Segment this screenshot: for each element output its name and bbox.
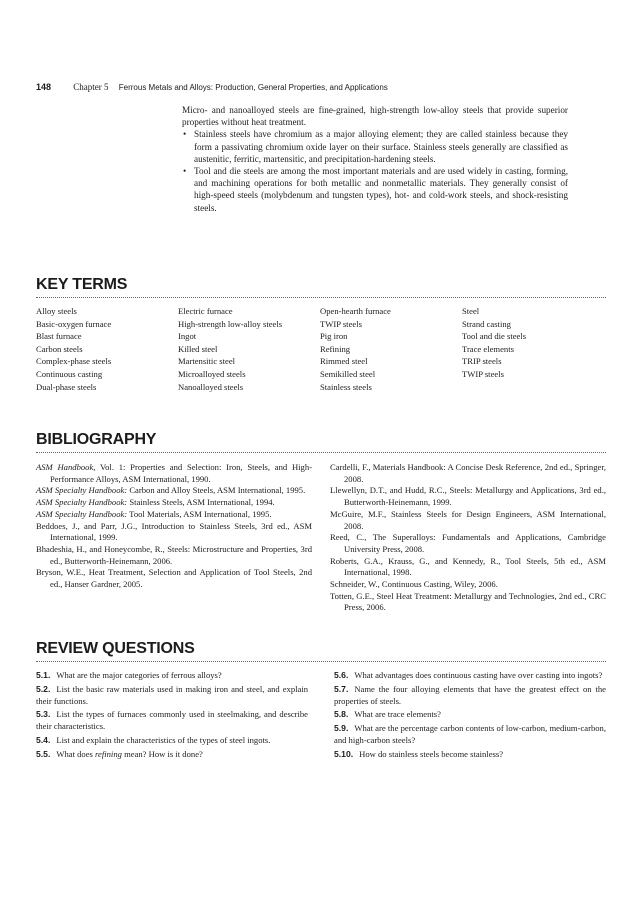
key-term: Strand casting (462, 318, 511, 329)
key-terms-column (178, 305, 320, 393)
review-questions-heading: REVIEW QUESTIONS (36, 640, 195, 657)
question-number: 5.9. (334, 723, 349, 734)
key-terms-grid (36, 305, 606, 393)
chapter-label: Chapter 5 (73, 82, 109, 92)
entry-text: Roberts, G.A., Krauss, G., and Kennedy, R., Tool Steels, 5th ed., ASM International, 1998. (330, 555, 606, 578)
entry-text: Beddoes, J., and Parr, J.G., Introduction to Stainless Steels, 3rd ed., ASM International, 1999. (36, 520, 312, 543)
bibliography-entry (36, 567, 312, 590)
key-term: Microalloyed steels (178, 368, 246, 379)
bibliography-entry (36, 544, 312, 567)
page-number: 148 (36, 82, 52, 92)
summary-paragraph: Micro- and nanoalloyed steels are fine-grained, high-strength low-alloy steels that provide superior properties without heat treatment. (182, 105, 568, 128)
question-text: What does (56, 748, 96, 759)
entry-italic: ASM Specialty Handbook: (36, 497, 128, 508)
review-question (36, 670, 308, 682)
key-term: Martensitic steel (178, 356, 236, 367)
question-text-end: mean? How is it done? (121, 748, 203, 759)
key-terms-rule (36, 297, 606, 298)
review-questions (36, 670, 606, 763)
question-text: Name the four alloying elements that have the greatest effect on the properties of steels. (334, 683, 606, 706)
key-term: Killed steel (178, 343, 218, 354)
question-text: List and explain the characteristics of the types of steel ingots. (56, 734, 271, 745)
entry-text: Vol. 1: Properties and Selection: Iron, Steels, and High-Performance Alloys, ASM International, 1990. (50, 462, 312, 484)
key-terms-column (462, 305, 604, 393)
entry-text: Tool Materials, ASM International, 1995. (127, 508, 272, 519)
entry-italic: ASM Specialty Handbook: (36, 508, 128, 519)
key-term: Carbon steels (36, 343, 83, 354)
review-question (334, 749, 606, 761)
key-term: Rimmed steel (320, 356, 368, 367)
key-terms-heading: KEY TERMS (36, 276, 128, 293)
entry-text: Cardelli, F., Materials Handbook: A Concise Desk Reference, 2nd ed., Springer, 2008. (330, 462, 606, 484)
bibliography-entry (330, 485, 606, 508)
bibliography-rule (36, 452, 606, 453)
key-term: Dual-phase steels (36, 381, 97, 392)
entry-text: Schneider, W., Continuous Casting, Wiley, 2006. (330, 579, 498, 590)
entry-text: Llewellyn, D.T., and Hudd, R.C., Steels: Metallurgy and Applications, 3rd ed., Butterworth-Heinemann, 1999. (330, 485, 606, 508)
key-term: Electric furnace (178, 306, 233, 316)
bibliography-entry (330, 591, 606, 614)
question-text: What are the percentage carbon contents of low-carbon, medium-carbon, and high-carbon steels? (334, 723, 606, 745)
entry-italic: ASM Specialty Handbook: (36, 485, 128, 496)
key-term: Nanoalloyed steels (178, 381, 244, 392)
review-question (334, 709, 606, 721)
review-question (36, 735, 308, 747)
review-question (334, 723, 606, 747)
entry-text: Carbon and Alloy Steels, ASM International, 1995. (127, 485, 306, 496)
bibliography-entry (330, 509, 606, 532)
question-number: 5.8. (334, 709, 349, 720)
key-terms-column (36, 305, 178, 393)
review-questions-rule (36, 661, 606, 662)
key-term: TWIP steels (462, 368, 504, 379)
key-term: Basic-oxygen furnace (36, 318, 112, 329)
key-term: Steel (462, 306, 480, 316)
question-number: 5.6. (334, 670, 349, 680)
key-term: Ingot (178, 331, 197, 342)
key-term: Refining (320, 343, 351, 354)
entry-text: Stainless Steels, ASM International, 1994. (127, 497, 275, 508)
question-text: What are the major categories of ferrous alloys? (56, 670, 222, 680)
question-number: 5.3. (36, 709, 51, 720)
review-question (36, 684, 308, 708)
question-text: What are trace elements? (354, 709, 441, 720)
question-text: List the basic raw materials used in making iron and steel, and explain their functions. (36, 683, 308, 706)
bibliography-entry (330, 462, 606, 485)
bibliography (36, 462, 606, 614)
key-term: Continuous casting (36, 368, 103, 379)
key-term: Open-hearth furnace (320, 306, 391, 316)
question-number: 5.4. (36, 734, 51, 745)
questions-column-right (334, 670, 606, 763)
summary-bullet: • Stainless steels have chromium as a major alloying element; they are called stainless because they form a passivating chromium oxide layer on their surface. Stainless steels generally are classified as austenitic, ferritic, martensitic, and precipitation-hardening steels. (182, 128, 568, 165)
question-number: 5.7. (334, 683, 349, 694)
bibliography-column-left (36, 462, 312, 614)
bibliography-entry (36, 497, 312, 509)
questions-column-left (36, 670, 308, 763)
bibliography-entry (36, 509, 312, 521)
bibliography-entry (36, 462, 312, 485)
running-head (36, 82, 606, 92)
summary-bullet: • Tool and die steels are among the most important materials and are used widely in casting, forming, and machining operations for both metallic and nonmetallic materials. They generally consist of high-speed steels (molybdenum and tungsten types), hot- and cold-work steels, and shock-resisting steels. (182, 165, 568, 214)
question-number: 5.2. (36, 683, 51, 694)
key-term: Trace elements (462, 343, 514, 354)
chapter-title: Ferrous Metals and Alloys: Production, General Properties, and Applications (118, 83, 388, 92)
question-text: List the types of furnaces commonly used in steelmaking, and describe their characteristics. (36, 709, 308, 732)
bibliography-entry (330, 579, 606, 591)
review-question (36, 749, 308, 761)
key-term: Stainless steels (320, 381, 372, 392)
entry-text: Bhadeshia, H., and Honeycombe, R., Steels: Microstructure and Properties, 3rd ed., Butterworth-Heinemann, 2006. (36, 543, 312, 566)
key-term: Tool and die steels (462, 331, 527, 342)
review-question (334, 684, 606, 708)
key-term: TWIP steels (320, 318, 362, 329)
bibliography-column-right (330, 462, 606, 614)
question-number: 5.1. (36, 670, 51, 680)
key-term: Complex-phase steels (36, 356, 112, 367)
review-question (36, 709, 308, 733)
key-term: TRIP steels (462, 356, 502, 367)
key-term: Alloy steels (36, 306, 77, 316)
key-term: High-strength low-alloy steels (178, 318, 283, 329)
bibliography-entry (36, 521, 312, 544)
key-term: Pig iron (320, 331, 348, 342)
bibliography-entry (330, 556, 606, 579)
question-emphasis: refining (95, 748, 122, 759)
key-term: Semikilled steel (320, 368, 376, 379)
key-term: Blast furnace (36, 331, 82, 342)
entry-text: Totten, G.E., Steel Heat Treatment: Metallurgy and Technologies, 2nd ed., CRC Press, 2006. (330, 590, 606, 613)
bibliography-heading: BIBLIOGRAPHY (36, 431, 157, 448)
entry-text: McGuire, M.F., Stainless Steels for Design Engineers, ASM International, 2008. (330, 508, 606, 531)
question-text: What advantages does continuous casting have over casting into ingots? (354, 670, 603, 680)
entry-italic: ASM Handbook, (36, 462, 96, 472)
key-terms-column (320, 305, 462, 393)
bibliography-entry (330, 532, 606, 555)
summary-continuation (182, 104, 568, 214)
entry-text: Reed, C., The Superalloys: Fundamentals and Applications, Cambridge University Press, 2008. (330, 532, 606, 554)
review-question (334, 670, 606, 682)
entry-text: Bryson, W.E., Heat Treatment, Selection and Application of Tool Steels, 2nd ed., Hanser Gardner, 2005. (36, 567, 312, 590)
question-number: 5.5. (36, 748, 51, 759)
bibliography-entry (36, 485, 312, 497)
question-text: How do stainless steels become stainless? (359, 748, 504, 759)
question-number: 5.10. (334, 748, 354, 759)
